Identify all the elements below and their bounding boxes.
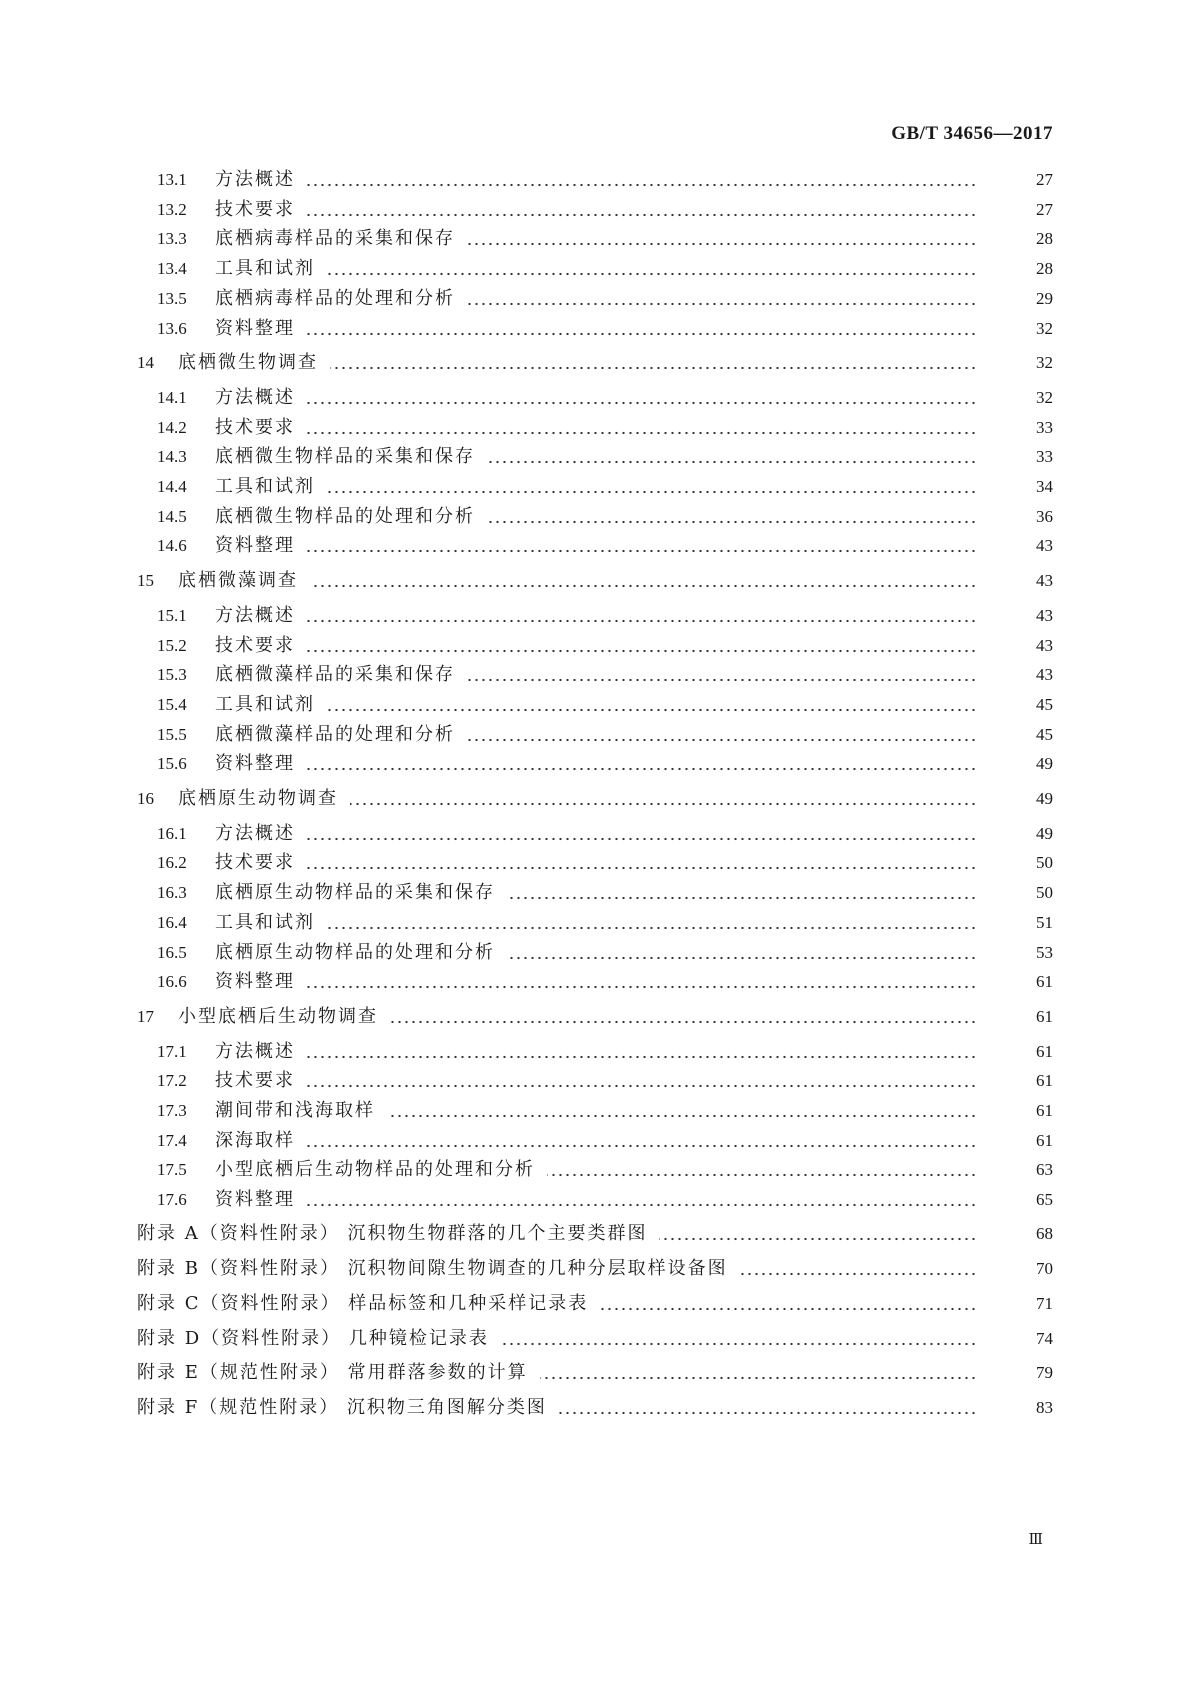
toc-section-entry[interactable] — [0, 1037, 1191, 1067]
toc-entry-title: 附录 D（资料性附录） 几种镜检记录表 — [137, 1327, 489, 1349]
toc-entry-page: 28 — [1036, 259, 1053, 279]
toc-entry-page: 43 — [1036, 571, 1053, 591]
toc-section-entry[interactable] — [0, 1066, 1191, 1096]
toc-entry-number: 15.5 — [157, 724, 187, 744]
toc-dot-leader — [501, 1324, 977, 1354]
toc-dot-leader — [307, 1126, 977, 1156]
toc-entry-page: 70 — [1036, 1258, 1053, 1278]
toc-entry-number: 15.6 — [157, 754, 187, 774]
toc-entry-number: 13.6 — [157, 318, 187, 338]
toc-appendix-entry[interactable] — [0, 1254, 1191, 1284]
toc-entry-title: 资料整理 — [215, 753, 295, 775]
toc-entry-title: 附录 E（规范性附录） 常用群落参数的计算 — [137, 1362, 528, 1384]
toc-dot-leader — [310, 566, 977, 596]
toc-entry-page: 79 — [1036, 1363, 1053, 1383]
toc-dot-leader — [600, 1289, 977, 1319]
toc-entry-number: 13.5 — [157, 288, 187, 308]
toc-entry-title: 工具和试剂 — [215, 258, 315, 280]
toc-entry-number: 16 — [137, 789, 154, 808]
toc-entry-number: 14.5 — [157, 506, 187, 526]
toc-entry-page: 61 — [1036, 1071, 1053, 1091]
toc-entry-number: 13.1 — [157, 170, 187, 189]
toc-appendix-entry[interactable] — [0, 1358, 1191, 1388]
toc-entry-title: 方法概述 — [215, 1040, 295, 1062]
toc-dot-leader — [307, 848, 977, 878]
toc-dot-leader — [390, 1002, 977, 1032]
toc-entry-page: 49 — [1036, 789, 1053, 808]
toc-section-entry[interactable] — [0, 165, 1191, 195]
toc-entry-title: 底栖病毒样品的采集和保存 — [215, 228, 455, 250]
toc-entry-page: 51 — [1036, 912, 1053, 932]
toc-section-entry[interactable] — [0, 601, 1191, 631]
toc-section-entry[interactable] — [0, 908, 1191, 938]
toc-entry-page: 61 — [1036, 1006, 1053, 1026]
toc-dot-leader — [350, 784, 977, 814]
toc-dot-leader — [540, 1358, 977, 1388]
toc-entry-page: 49 — [1036, 823, 1053, 843]
toc-entry-page: 36 — [1036, 506, 1053, 526]
toc-entry-title: 资料整理 — [215, 1189, 295, 1211]
toc-appendix-entry[interactable] — [0, 1393, 1191, 1423]
toc-entry-title: 技术要求 — [215, 416, 295, 438]
toc-entry-number: 16.3 — [157, 883, 187, 903]
toc-entry-title: 资料整理 — [215, 971, 295, 993]
toc-dot-leader — [330, 348, 977, 378]
toc-entry-number: 13.3 — [157, 229, 187, 249]
toc-dot-leader — [327, 472, 977, 502]
toc-section-entry[interactable] — [0, 967, 1191, 997]
toc-dot-leader — [467, 720, 977, 750]
toc-chapter-entry[interactable] — [0, 784, 1191, 814]
toc-dot-leader — [307, 631, 977, 661]
toc-entry-number: 14.3 — [157, 447, 187, 467]
toc-entry-page: 61 — [1036, 972, 1053, 992]
toc-entry-title: 资料整理 — [215, 317, 295, 339]
toc-dot-leader — [307, 1066, 977, 1096]
toc-entry-page: 27 — [1036, 170, 1053, 189]
toc-dot-leader — [387, 1096, 977, 1126]
toc-dot-leader — [327, 254, 977, 284]
toc-entry-page: 32 — [1036, 387, 1053, 407]
toc-entry-number: 13.4 — [157, 259, 187, 279]
toc-entry-page: 29 — [1036, 288, 1053, 308]
toc-entry-title: 底栖微藻样品的处理和分析 — [215, 723, 455, 745]
toc-entry-page: 32 — [1036, 318, 1053, 338]
toc-entry-page: 49 — [1036, 754, 1053, 774]
toc-entry-title: 底栖原生动物样品的采集和保存 — [215, 882, 495, 904]
toc-appendix-entry[interactable] — [0, 1219, 1191, 1249]
toc-appendix-entry[interactable] — [0, 1289, 1191, 1319]
toc-entry-title: 小型底栖后生动物样品的处理和分析 — [215, 1159, 535, 1181]
toc-entry-number: 15.3 — [157, 665, 187, 685]
toc-entry-title: 深海取样 — [215, 1129, 295, 1151]
toc-entry-number: 17.2 — [157, 1071, 187, 1091]
toc-entry-number: 16.1 — [157, 823, 187, 843]
toc-chapter-entry[interactable] — [0, 566, 1191, 596]
toc-dot-leader — [307, 413, 977, 443]
toc-dot-leader — [307, 383, 977, 413]
toc-section-entry[interactable] — [0, 720, 1191, 750]
toc-dot-leader — [547, 1155, 977, 1185]
toc-section-entry[interactable] — [0, 660, 1191, 690]
toc-section-entry[interactable] — [0, 1185, 1191, 1215]
toc-entry-page: 50 — [1036, 853, 1053, 873]
toc-dot-leader — [327, 908, 977, 938]
toc-dot-leader — [487, 502, 977, 532]
toc-entry-number: 14.4 — [157, 477, 187, 496]
toc-entry-number: 17 — [137, 1006, 154, 1026]
toc-dot-leader — [307, 749, 977, 779]
toc-entry-title: 潮间带和浅海取样 — [215, 1100, 375, 1121]
toc-dot-leader — [307, 314, 977, 344]
toc-dot-leader — [307, 819, 977, 849]
toc-dot-leader — [740, 1254, 977, 1284]
toc-dot-leader — [507, 878, 977, 908]
toc-entry-title: 底栖微生物样品的采集和保存 — [215, 446, 475, 468]
toc-entry-number: 15.2 — [157, 635, 187, 655]
toc-entry-title: 工具和试剂 — [215, 911, 315, 933]
toc-section-entry[interactable] — [0, 502, 1191, 532]
toc-entry-number: 17.1 — [157, 1041, 187, 1061]
toc-entry-title: 方法概述 — [215, 386, 295, 408]
toc-entry-page: 61 — [1036, 1130, 1053, 1150]
toc-entry-title: 底栖微藻调查 — [178, 570, 298, 592]
toc-dot-leader — [487, 442, 977, 472]
toc-section-entry[interactable] — [0, 314, 1191, 344]
toc-entry-number: 14.6 — [157, 536, 187, 556]
toc-entry-title: 附录 C（资料性附录） 样品标签和几种采样记录表 — [137, 1292, 589, 1314]
toc-entry-page: 53 — [1036, 942, 1053, 962]
toc-section-entry[interactable] — [0, 531, 1191, 561]
toc-entry-number: 15 — [137, 571, 154, 591]
toc-entry-title: 技术要求 — [215, 1070, 295, 1092]
toc-entry-title: 底栖微生物样品的处理和分析 — [215, 505, 475, 527]
toc-entry-page: 61 — [1036, 1041, 1053, 1061]
toc-entry-number: 16.4 — [157, 912, 187, 932]
toc-entry-title: 技术要求 — [215, 634, 295, 656]
toc-section-entry[interactable] — [0, 631, 1191, 661]
toc-entry-page: 68 — [1036, 1224, 1053, 1244]
toc-section-entry[interactable] — [0, 224, 1191, 254]
standard-code-header — [891, 122, 1053, 145]
toc-section-entry[interactable] — [0, 442, 1191, 472]
toc-entry-title: 方法概述 — [215, 604, 295, 626]
toc-entry-title: 附录 B（资料性附录） 沉积物间隙生物调查的几种分层取样设备图 — [137, 1257, 728, 1279]
toc-entry-page: 43 — [1036, 605, 1053, 625]
toc-section-entry[interactable] — [0, 690, 1191, 720]
toc-entry-page: 43 — [1036, 536, 1053, 556]
toc-section-entry[interactable] — [0, 1126, 1191, 1156]
toc-section-entry[interactable] — [0, 284, 1191, 314]
toc-section-entry[interactable] — [0, 254, 1191, 284]
toc-section-entry[interactable] — [0, 878, 1191, 908]
toc-dot-leader — [659, 1219, 977, 1249]
toc-dot-leader — [307, 195, 977, 225]
toc-dot-leader — [307, 1037, 977, 1067]
toc-entry-page: 33 — [1036, 447, 1053, 467]
toc-dot-leader — [307, 601, 977, 631]
toc-chapter-entry[interactable] — [0, 1002, 1191, 1032]
toc-entry-title: 附录 F（规范性附录） 沉积物三角图解分类图 — [137, 1397, 547, 1419]
toc-entry-page: 63 — [1036, 1160, 1053, 1180]
toc-section-entry[interactable] — [0, 1155, 1191, 1185]
toc-dot-leader — [327, 690, 977, 720]
toc-appendix-entry[interactable] — [0, 1324, 1191, 1354]
toc-entry-title: 技术要求 — [215, 198, 295, 220]
toc-section-entry[interactable] — [0, 819, 1191, 849]
toc-entry-page: 27 — [1036, 199, 1053, 219]
toc-section-entry[interactable] — [0, 383, 1191, 413]
toc-entry-title: 工具和试剂 — [215, 476, 315, 497]
toc-entry-title: 底栖微藻样品的采集和保存 — [215, 664, 455, 686]
toc-entry-page: 65 — [1036, 1190, 1053, 1210]
toc-entry-title: 底栖原生动物调查 — [178, 788, 338, 809]
toc-entry-number: 17.6 — [157, 1190, 187, 1210]
toc-section-entry[interactable] — [0, 749, 1191, 779]
toc-entry-number: 16.6 — [157, 972, 187, 992]
toc-section-entry[interactable] — [0, 472, 1191, 502]
toc-entry-title: 方法概述 — [215, 169, 295, 190]
toc-entry-page: 43 — [1036, 665, 1053, 685]
toc-entry-number: 17.4 — [157, 1130, 187, 1150]
toc-entry-number: 17.5 — [157, 1160, 187, 1180]
toc-entry-title: 底栖原生动物样品的处理和分析 — [215, 941, 495, 963]
toc-dot-leader — [467, 284, 977, 314]
toc-entry-number: 14.2 — [157, 417, 187, 437]
toc-entry-title: 工具和试剂 — [215, 693, 315, 715]
toc-entry-number: 15.1 — [157, 605, 187, 625]
toc-entry-page: 50 — [1036, 883, 1053, 903]
toc-entry-page: 43 — [1036, 635, 1053, 655]
toc-entry-page: 83 — [1036, 1398, 1053, 1418]
toc-entry-number: 15.4 — [157, 694, 187, 714]
toc-section-entry[interactable] — [0, 938, 1191, 968]
toc-entry-page: 61 — [1036, 1101, 1053, 1120]
toc-entry-title: 方法概述 — [215, 822, 295, 844]
toc-entry-page: 45 — [1036, 724, 1053, 744]
toc-entry-page: 32 — [1036, 353, 1053, 373]
toc-dot-leader — [307, 1185, 977, 1215]
toc-chapter-entry[interactable] — [0, 348, 1191, 378]
toc-entry-title: 资料整理 — [215, 535, 295, 557]
toc-entry-number: 17.3 — [157, 1101, 187, 1120]
toc-section-entry[interactable] — [0, 848, 1191, 878]
toc-dot-leader — [307, 531, 977, 561]
toc-entry-page: 34 — [1036, 477, 1053, 496]
toc-entry-number: 13.2 — [157, 199, 187, 219]
toc-entry-page: 71 — [1036, 1293, 1053, 1313]
toc-entry-page: 28 — [1036, 229, 1053, 249]
toc-entry-number: 14.1 — [157, 387, 187, 407]
toc-entry-title: 技术要求 — [215, 852, 295, 874]
toc-dot-leader — [307, 967, 977, 997]
toc-entry-number: 16.2 — [157, 853, 187, 873]
toc-dot-leader — [559, 1393, 977, 1423]
toc-dot-leader — [507, 938, 977, 968]
toc-entry-page: 33 — [1036, 417, 1053, 437]
standard-code: GB/T 34656—2017 — [891, 123, 1053, 144]
toc-section-entry[interactable] — [0, 413, 1191, 443]
toc-dot-leader — [307, 165, 977, 195]
toc-section-entry[interactable] — [0, 1096, 1191, 1126]
page-number: Ⅲ — [1028, 1532, 1043, 1548]
toc-entry-title: 底栖微生物调查 — [178, 352, 318, 374]
toc-section-entry[interactable] — [0, 195, 1191, 225]
toc-entry-title: 小型底栖后生动物调查 — [178, 1005, 378, 1027]
toc-dot-leader — [467, 660, 977, 690]
toc-dot-leader — [467, 224, 977, 254]
toc-entry-number: 14 — [137, 353, 154, 373]
toc-entry-number: 16.5 — [157, 942, 187, 962]
toc-entry-title: 附录 A（资料性附录） 沉积物生物群落的几个主要类群图 — [137, 1223, 648, 1245]
toc-entry-title: 底栖病毒样品的处理和分析 — [215, 287, 455, 309]
toc-entry-page: 74 — [1036, 1328, 1053, 1348]
toc-entry-page: 45 — [1036, 694, 1053, 714]
